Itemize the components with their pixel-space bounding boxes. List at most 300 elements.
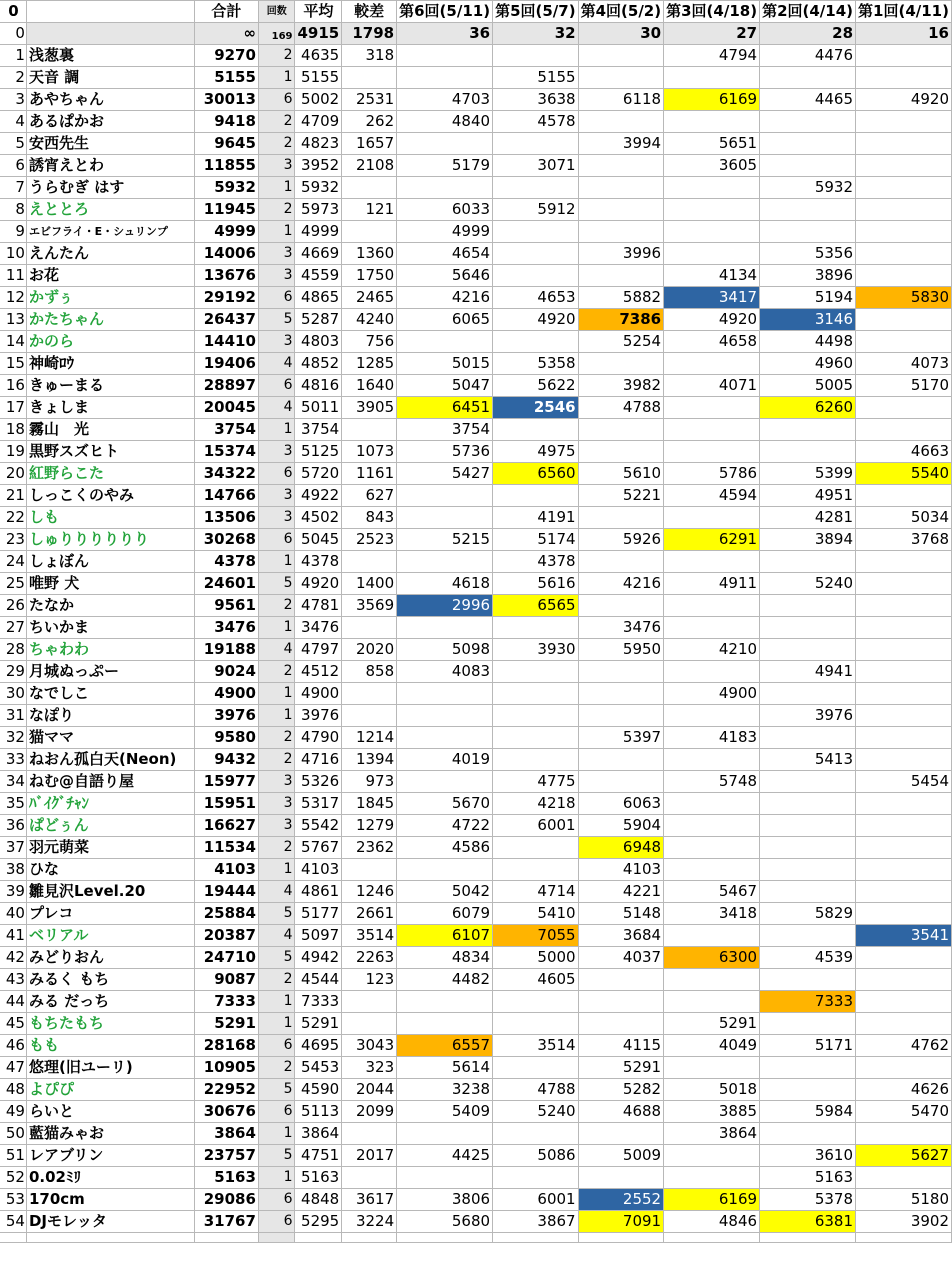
player-name-cell[interactable]: DJモレッタ <box>26 1211 194 1233</box>
count-cell[interactable]: 4 <box>258 397 295 419</box>
score-cell[interactable] <box>856 859 952 881</box>
diff-cell[interactable]: 1640 <box>342 375 397 397</box>
score-cell[interactable]: 5148 <box>578 903 664 925</box>
count-cell[interactable]: 5 <box>258 573 295 595</box>
score-cell[interactable]: 4999 <box>397 221 493 243</box>
player-name-cell[interactable]: 170cm <box>26 1189 194 1211</box>
score-cell[interactable] <box>760 1123 856 1145</box>
player-name-cell[interactable]: ちゃわわ <box>26 639 194 661</box>
score-cell[interactable]: 5399 <box>760 463 856 485</box>
score-cell[interactable]: 5912 <box>493 199 579 221</box>
total-cell[interactable]: 9432 <box>194 749 258 771</box>
diff-cell[interactable]: 2099 <box>342 1101 397 1123</box>
score-cell[interactable] <box>760 1057 856 1079</box>
count-cell[interactable]: 6 <box>258 375 295 397</box>
score-cell[interactable] <box>664 199 760 221</box>
diff-cell[interactable] <box>342 67 397 89</box>
count-cell[interactable]: 2 <box>258 661 295 683</box>
count-cell[interactable]: 1 <box>258 1123 295 1145</box>
score-cell[interactable] <box>578 111 664 133</box>
player-name-cell[interactable]: 天音 調 <box>26 67 194 89</box>
score-cell[interactable]: 3994 <box>578 133 664 155</box>
score-cell[interactable] <box>578 265 664 287</box>
diff-cell[interactable] <box>342 221 397 243</box>
player-name-cell[interactable]: みどりおん <box>26 947 194 969</box>
score-cell[interactable] <box>578 595 664 617</box>
player-name-cell[interactable]: しゅりりりりりり <box>26 529 194 551</box>
average-cell[interactable]: 5291 <box>295 1013 342 1035</box>
score-cell[interactable] <box>664 353 760 375</box>
score-cell[interactable] <box>760 815 856 837</box>
score-cell[interactable] <box>578 991 664 1013</box>
score-cell[interactable]: 3514 <box>493 1035 579 1057</box>
count-cell[interactable]: 6 <box>258 1035 295 1057</box>
average-cell[interactable]: 5932 <box>295 177 342 199</box>
score-cell[interactable] <box>493 617 579 639</box>
score-cell[interactable] <box>493 177 579 199</box>
player-name-cell[interactable]: お花 <box>26 265 194 287</box>
diff-cell[interactable]: 318 <box>342 45 397 67</box>
score-cell[interactable]: 3605 <box>664 155 760 177</box>
score-cell[interactable] <box>760 595 856 617</box>
total-cell[interactable]: 23757 <box>194 1145 258 1167</box>
diff-cell[interactable] <box>342 617 397 639</box>
score-cell[interactable] <box>856 991 952 1013</box>
score-cell[interactable]: 4920 <box>856 89 952 111</box>
diff-cell[interactable]: 843 <box>342 507 397 529</box>
score-cell[interactable] <box>397 177 493 199</box>
total-cell[interactable]: 19188 <box>194 639 258 661</box>
score-cell[interactable] <box>397 617 493 639</box>
score-cell[interactable]: 3867 <box>493 1211 579 1233</box>
score-cell[interactable] <box>856 265 952 287</box>
diff-cell[interactable]: 3905 <box>342 397 397 419</box>
score-cell[interactable]: 3864 <box>664 1123 760 1145</box>
player-name-cell[interactable]: ちいかま <box>26 617 194 639</box>
score-cell[interactable] <box>493 133 579 155</box>
count-cell[interactable]: 2 <box>258 1057 295 1079</box>
score-cell[interactable]: 4618 <box>397 573 493 595</box>
score-cell[interactable]: 4482 <box>397 969 493 991</box>
score-cell[interactable]: 5179 <box>397 155 493 177</box>
total-cell[interactable]: 29192 <box>194 287 258 309</box>
score-cell[interactable]: 3982 <box>578 375 664 397</box>
score-cell[interactable] <box>856 1057 952 1079</box>
average-cell[interactable]: 4797 <box>295 639 342 661</box>
score-cell[interactable] <box>664 969 760 991</box>
score-cell[interactable]: 3768 <box>856 529 952 551</box>
count-cell[interactable]: 2 <box>258 133 295 155</box>
player-name-cell[interactable]: ベリアル <box>26 925 194 947</box>
score-cell[interactable]: 5614 <box>397 1057 493 1079</box>
score-cell[interactable] <box>856 617 952 639</box>
count-cell[interactable]: 3 <box>258 485 295 507</box>
total-cell[interactable]: 34322 <box>194 463 258 485</box>
score-cell[interactable]: 5034 <box>856 507 952 529</box>
score-cell[interactable]: 4605 <box>493 969 579 991</box>
diff-cell[interactable]: 1845 <box>342 793 397 815</box>
count-cell[interactable]: 2 <box>258 111 295 133</box>
diff-cell[interactable]: 2020 <box>342 639 397 661</box>
score-cell[interactable]: 5170 <box>856 375 952 397</box>
score-cell[interactable] <box>856 419 952 441</box>
score-cell[interactable] <box>397 331 493 353</box>
score-cell[interactable]: 5610 <box>578 463 664 485</box>
score-cell[interactable]: 3541 <box>856 925 952 947</box>
score-cell[interactable] <box>578 661 664 683</box>
total-cell[interactable]: 25884 <box>194 903 258 925</box>
score-cell[interactable]: 5240 <box>493 1101 579 1123</box>
score-cell[interactable] <box>493 1167 579 1189</box>
score-cell[interactable] <box>856 639 952 661</box>
score-cell[interactable]: 4134 <box>664 265 760 287</box>
score-cell[interactable]: 3896 <box>760 265 856 287</box>
score-cell[interactable] <box>760 727 856 749</box>
score-cell[interactable]: 5882 <box>578 287 664 309</box>
score-cell[interactable]: 4703 <box>397 89 493 111</box>
score-cell[interactable] <box>397 727 493 749</box>
player-name-cell[interactable]: あるぱかお <box>26 111 194 133</box>
count-cell[interactable]: 2 <box>258 45 295 67</box>
score-cell[interactable] <box>493 1057 579 1079</box>
score-cell[interactable] <box>760 1079 856 1101</box>
diff-cell[interactable]: 1214 <box>342 727 397 749</box>
player-name-cell[interactable]: かのら <box>26 331 194 353</box>
score-cell[interactable]: 4920 <box>664 309 760 331</box>
score-cell[interactable] <box>760 881 856 903</box>
score-cell[interactable]: 4951 <box>760 485 856 507</box>
total-cell[interactable]: 5155 <box>194 67 258 89</box>
average-cell[interactable]: 5125 <box>295 441 342 463</box>
score-cell[interactable] <box>856 969 952 991</box>
score-cell[interactable]: 4191 <box>493 507 579 529</box>
score-cell[interactable] <box>578 1167 664 1189</box>
diff-cell[interactable]: 3617 <box>342 1189 397 1211</box>
score-cell[interactable]: 5174 <box>493 529 579 551</box>
count-cell[interactable]: 1 <box>258 1167 295 1189</box>
score-cell[interactable]: 3754 <box>397 419 493 441</box>
score-cell[interactable]: 4788 <box>493 1079 579 1101</box>
count-cell[interactable]: 3 <box>258 155 295 177</box>
diff-cell[interactable]: 2362 <box>342 837 397 859</box>
diff-cell[interactable] <box>342 1123 397 1145</box>
score-cell[interactable]: 2996 <box>397 595 493 617</box>
score-cell[interactable] <box>760 683 856 705</box>
count-cell[interactable]: 5 <box>258 1079 295 1101</box>
total-cell[interactable]: 20045 <box>194 397 258 419</box>
average-cell[interactable]: 4900 <box>295 683 342 705</box>
total-cell[interactable]: 19444 <box>194 881 258 903</box>
player-name-cell[interactable]: ねむ@自語り屋 <box>26 771 194 793</box>
count-cell[interactable]: 3 <box>258 265 295 287</box>
score-cell[interactable] <box>493 749 579 771</box>
average-cell[interactable]: 5720 <box>295 463 342 485</box>
score-cell[interactable]: 5171 <box>760 1035 856 1057</box>
total-cell[interactable]: 9418 <box>194 111 258 133</box>
score-cell[interactable] <box>493 485 579 507</box>
diff-cell[interactable]: 3514 <box>342 925 397 947</box>
diff-cell[interactable] <box>342 705 397 727</box>
score-cell[interactable]: 4019 <box>397 749 493 771</box>
score-cell[interactable]: 4762 <box>856 1035 952 1057</box>
score-cell[interactable]: 4183 <box>664 727 760 749</box>
score-cell[interactable]: 5009 <box>578 1145 664 1167</box>
player-name-cell[interactable]: ぱどぅん <box>26 815 194 837</box>
count-cell[interactable]: 1 <box>258 67 295 89</box>
score-cell[interactable]: 4221 <box>578 881 664 903</box>
score-cell[interactable]: 4794 <box>664 45 760 67</box>
average-cell[interactable]: 4999 <box>295 221 342 243</box>
diff-cell[interactable]: 3224 <box>342 1211 397 1233</box>
score-cell[interactable]: 3071 <box>493 155 579 177</box>
total-cell[interactable]: 5932 <box>194 177 258 199</box>
score-cell[interactable]: 5830 <box>856 287 952 309</box>
score-cell[interactable] <box>856 749 952 771</box>
score-cell[interactable] <box>493 661 579 683</box>
average-cell[interactable]: 4590 <box>295 1079 342 1101</box>
score-cell[interactable] <box>856 727 952 749</box>
score-cell[interactable]: 6451 <box>397 397 493 419</box>
score-cell[interactable]: 4115 <box>578 1035 664 1057</box>
score-cell[interactable]: 5680 <box>397 1211 493 1233</box>
score-cell[interactable] <box>856 331 952 353</box>
score-cell[interactable] <box>856 947 952 969</box>
score-cell[interactable]: 4960 <box>760 353 856 375</box>
score-cell[interactable]: 4775 <box>493 771 579 793</box>
score-cell[interactable] <box>856 683 952 705</box>
diff-cell[interactable]: 973 <box>342 771 397 793</box>
score-cell[interactable]: 4714 <box>493 881 579 903</box>
diff-cell[interactable] <box>342 683 397 705</box>
player-name-cell[interactable]: エビフライ・E・シュリンプ <box>26 221 194 243</box>
score-cell[interactable] <box>493 683 579 705</box>
score-cell[interactable] <box>397 683 493 705</box>
score-cell[interactable]: 4840 <box>397 111 493 133</box>
diff-cell[interactable]: 262 <box>342 111 397 133</box>
score-cell[interactable] <box>578 353 664 375</box>
score-cell[interactable] <box>578 771 664 793</box>
score-cell[interactable] <box>760 67 856 89</box>
score-cell[interactable]: 7091 <box>578 1211 664 1233</box>
score-cell[interactable]: 5254 <box>578 331 664 353</box>
average-cell[interactable]: 4823 <box>295 133 342 155</box>
score-cell[interactable]: 4498 <box>760 331 856 353</box>
diff-cell[interactable]: 756 <box>342 331 397 353</box>
score-cell[interactable]: 6948 <box>578 837 664 859</box>
score-cell[interactable]: 4663 <box>856 441 952 463</box>
diff-cell[interactable]: 4240 <box>342 309 397 331</box>
score-cell[interactable] <box>493 419 579 441</box>
total-cell[interactable]: 31767 <box>194 1211 258 1233</box>
average-cell[interactable]: 5002 <box>295 89 342 111</box>
average-cell[interactable]: 4865 <box>295 287 342 309</box>
score-cell[interactable] <box>578 441 664 463</box>
total-cell[interactable]: 20387 <box>194 925 258 947</box>
score-cell[interactable] <box>760 111 856 133</box>
total-cell[interactable]: 29086 <box>194 1189 258 1211</box>
average-cell[interactable]: 4502 <box>295 507 342 529</box>
player-name-cell[interactable]: レアブリン <box>26 1145 194 1167</box>
score-cell[interactable] <box>664 111 760 133</box>
score-cell[interactable] <box>856 815 952 837</box>
total-cell[interactable]: 10905 <box>194 1057 258 1079</box>
average-cell[interactable]: 4942 <box>295 947 342 969</box>
score-cell[interactable] <box>760 133 856 155</box>
diff-cell[interactable]: 2108 <box>342 155 397 177</box>
total-cell[interactable]: 15374 <box>194 441 258 463</box>
score-cell[interactable] <box>664 243 760 265</box>
total-cell[interactable]: 15951 <box>194 793 258 815</box>
score-cell[interactable] <box>493 1013 579 1035</box>
score-cell[interactable] <box>578 419 664 441</box>
score-cell[interactable] <box>856 485 952 507</box>
score-cell[interactable] <box>760 793 856 815</box>
player-name-cell[interactable]: プレコ <box>26 903 194 925</box>
total-cell[interactable]: 15977 <box>194 771 258 793</box>
score-cell[interactable] <box>856 573 952 595</box>
average-cell[interactable]: 3476 <box>295 617 342 639</box>
score-cell[interactable]: 5221 <box>578 485 664 507</box>
average-cell[interactable]: 4635 <box>295 45 342 67</box>
score-cell[interactable]: 5018 <box>664 1079 760 1101</box>
count-cell[interactable]: 6 <box>258 529 295 551</box>
score-cell[interactable] <box>397 1167 493 1189</box>
diff-cell[interactable] <box>342 991 397 1013</box>
diff-cell[interactable]: 3569 <box>342 595 397 617</box>
count-cell[interactable]: 3 <box>258 793 295 815</box>
score-cell[interactable] <box>664 925 760 947</box>
score-cell[interactable]: 5651 <box>664 133 760 155</box>
score-cell[interactable]: 7386 <box>578 309 664 331</box>
score-cell[interactable] <box>664 837 760 859</box>
count-cell[interactable]: 5 <box>258 947 295 969</box>
total-cell[interactable]: 5163 <box>194 1167 258 1189</box>
player-name-cell[interactable]: なでしこ <box>26 683 194 705</box>
average-cell[interactable]: 4848 <box>295 1189 342 1211</box>
average-cell[interactable]: 4790 <box>295 727 342 749</box>
count-cell[interactable]: 6 <box>258 287 295 309</box>
diff-cell[interactable]: 627 <box>342 485 397 507</box>
player-name-cell[interactable]: 霧山 光 <box>26 419 194 441</box>
score-cell[interactable] <box>856 1167 952 1189</box>
total-cell[interactable]: 28168 <box>194 1035 258 1057</box>
score-cell[interactable]: 5240 <box>760 573 856 595</box>
score-cell[interactable]: 3885 <box>664 1101 760 1123</box>
total-cell[interactable]: 30676 <box>194 1101 258 1123</box>
score-cell[interactable]: 6079 <box>397 903 493 925</box>
score-cell[interactable] <box>856 837 952 859</box>
score-cell[interactable] <box>664 1057 760 1079</box>
player-name-cell[interactable]: もも <box>26 1035 194 1057</box>
score-cell[interactable]: 5926 <box>578 529 664 551</box>
player-name-cell[interactable]: 誘宵えとわ <box>26 155 194 177</box>
count-cell[interactable]: 1 <box>258 991 295 1013</box>
score-cell[interactable]: 3146 <box>760 309 856 331</box>
average-cell[interactable]: 4559 <box>295 265 342 287</box>
score-cell[interactable]: 5291 <box>578 1057 664 1079</box>
average-cell[interactable]: 4103 <box>295 859 342 881</box>
player-name-cell[interactable]: もちたもち <box>26 1013 194 1035</box>
score-cell[interactable]: 5627 <box>856 1145 952 1167</box>
average-cell[interactable]: 4816 <box>295 375 342 397</box>
score-cell[interactable] <box>856 177 952 199</box>
score-cell[interactable]: 5397 <box>578 727 664 749</box>
score-cell[interactable]: 6001 <box>493 1189 579 1211</box>
average-cell[interactable]: 4781 <box>295 595 342 617</box>
player-name-cell[interactable]: ﾊﾞｲｸﾞﾁｬﾝ <box>26 793 194 815</box>
score-cell[interactable] <box>578 551 664 573</box>
diff-cell[interactable] <box>342 419 397 441</box>
diff-cell[interactable]: 2044 <box>342 1079 397 1101</box>
score-cell[interactable]: 3418 <box>664 903 760 925</box>
player-name-cell[interactable]: 0.02ﾐﾘ <box>26 1167 194 1189</box>
score-cell[interactable]: 5410 <box>493 903 579 925</box>
average-cell[interactable]: 4378 <box>295 551 342 573</box>
score-cell[interactable]: 5000 <box>493 947 579 969</box>
score-cell[interactable]: 5215 <box>397 529 493 551</box>
average-cell[interactable]: 3952 <box>295 155 342 177</box>
count-cell[interactable]: 4 <box>258 925 295 947</box>
player-name-cell[interactable]: きょしま <box>26 397 194 419</box>
score-cell[interactable]: 3930 <box>493 639 579 661</box>
total-cell[interactable]: 3864 <box>194 1123 258 1145</box>
score-cell[interactable] <box>578 199 664 221</box>
average-cell[interactable]: 5177 <box>295 903 342 925</box>
score-cell[interactable]: 5904 <box>578 815 664 837</box>
total-cell[interactable]: 4378 <box>194 551 258 573</box>
score-cell[interactable] <box>493 859 579 881</box>
average-cell[interactable]: 5453 <box>295 1057 342 1079</box>
player-name-cell[interactable]: 猫ママ <box>26 727 194 749</box>
score-cell[interactable]: 4900 <box>664 683 760 705</box>
score-cell[interactable] <box>856 881 952 903</box>
player-name-cell[interactable]: みるく もち <box>26 969 194 991</box>
score-cell[interactable] <box>493 221 579 243</box>
score-cell[interactable] <box>578 1013 664 1035</box>
score-cell[interactable]: 4920 <box>493 309 579 331</box>
score-cell[interactable] <box>578 221 664 243</box>
total-cell[interactable]: 3754 <box>194 419 258 441</box>
score-cell[interactable]: 5155 <box>493 67 579 89</box>
score-cell[interactable]: 6260 <box>760 397 856 419</box>
score-cell[interactable]: 4653 <box>493 287 579 309</box>
player-name-cell[interactable]: 唯野 犬 <box>26 573 194 595</box>
diff-cell[interactable]: 1360 <box>342 243 397 265</box>
score-cell[interactable] <box>760 639 856 661</box>
score-cell[interactable]: 4216 <box>397 287 493 309</box>
score-cell[interactable] <box>856 793 952 815</box>
score-cell[interactable] <box>664 397 760 419</box>
score-cell[interactable]: 4071 <box>664 375 760 397</box>
score-cell[interactable] <box>578 1123 664 1145</box>
score-cell[interactable]: 3638 <box>493 89 579 111</box>
score-cell[interactable] <box>760 617 856 639</box>
score-cell[interactable] <box>760 837 856 859</box>
score-cell[interactable]: 7333 <box>760 991 856 1013</box>
total-cell[interactable]: 7333 <box>194 991 258 1013</box>
score-cell[interactable]: 5356 <box>760 243 856 265</box>
diff-cell[interactable]: 1657 <box>342 133 397 155</box>
player-name-cell[interactable]: 月城ぬっぷー <box>26 661 194 683</box>
score-cell[interactable] <box>664 705 760 727</box>
player-name-cell[interactable]: 羽元萌菜 <box>26 837 194 859</box>
score-cell[interactable] <box>760 969 856 991</box>
diff-cell[interactable] <box>342 1167 397 1189</box>
count-cell[interactable]: 4 <box>258 353 295 375</box>
count-cell[interactable]: 3 <box>258 771 295 793</box>
score-cell[interactable] <box>664 815 760 837</box>
player-name-cell[interactable]: あやちゃん <box>26 89 194 111</box>
